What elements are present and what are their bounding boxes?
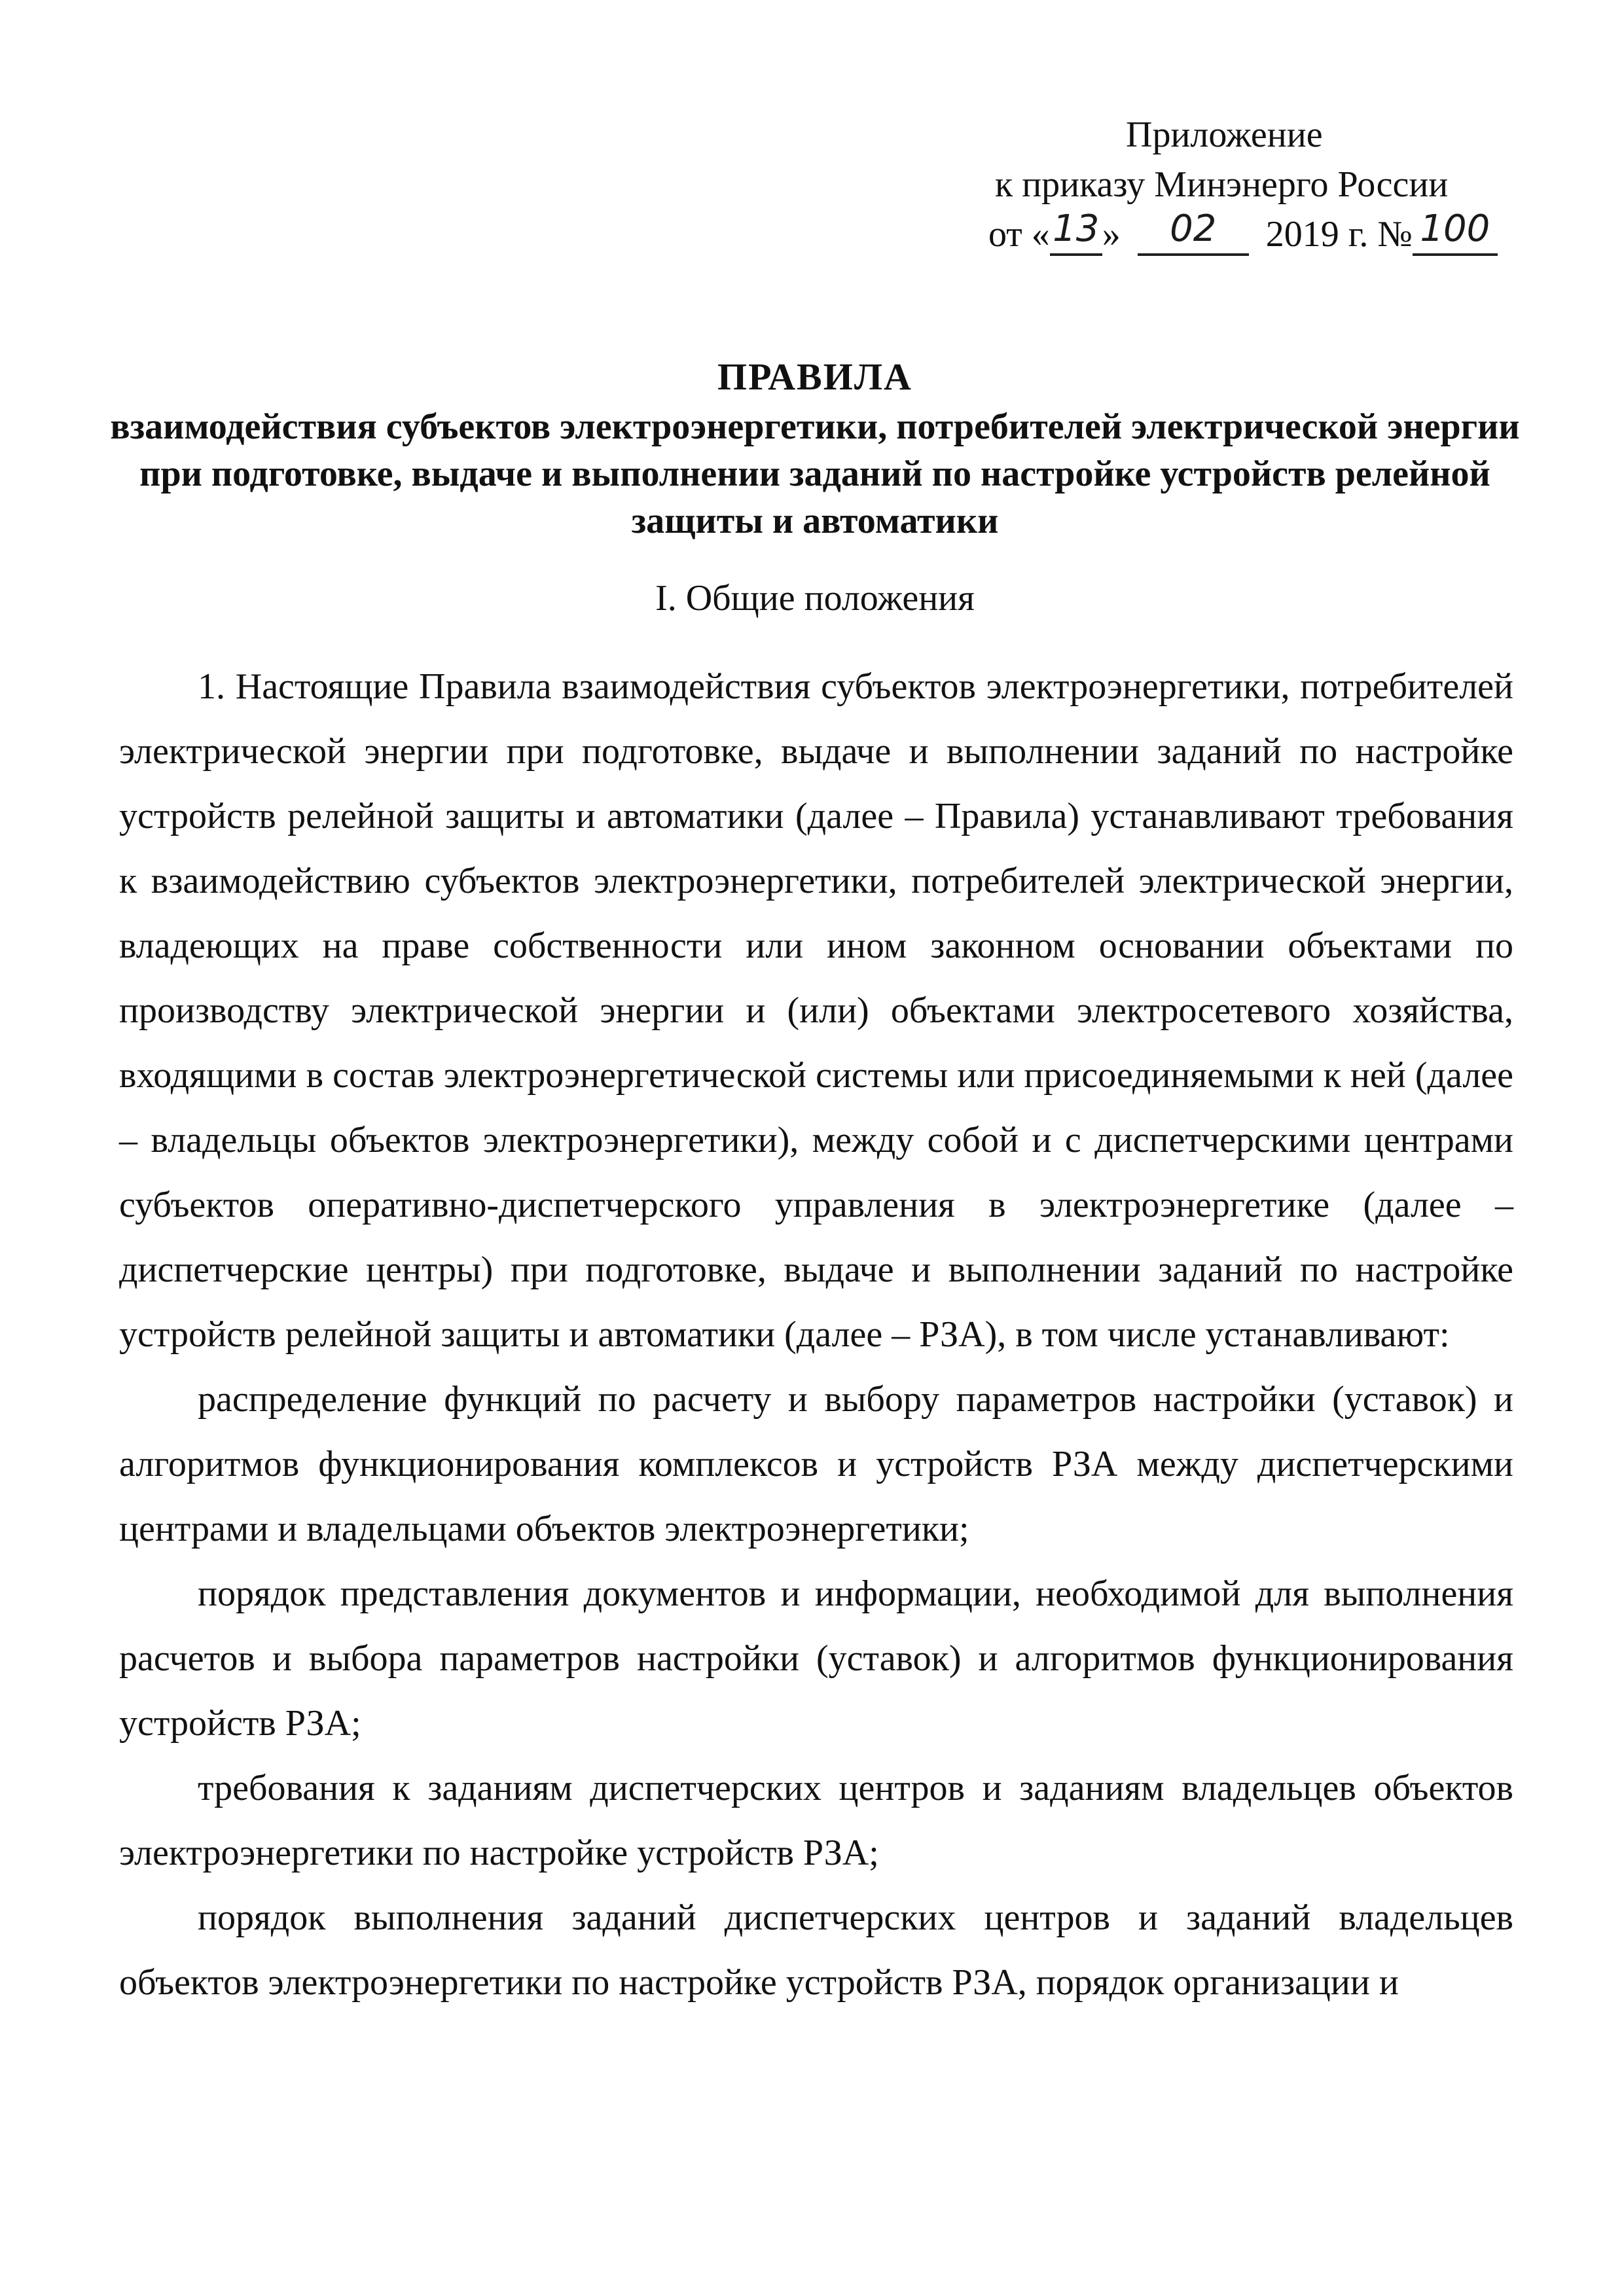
handwritten-day: 13 (1050, 215, 1102, 256)
date-mid: » (1102, 214, 1121, 255)
document-title (105, 353, 1525, 545)
title-main: ПРАВИЛА (717, 355, 912, 398)
appendix-date-line (988, 209, 1512, 259)
appendix-block (988, 110, 1519, 259)
paragraph: порядок выполнения заданий диспетчерских центров и заданий владельцев объектов электроэнергетики по настройке устройств РЗА, порядок организации и (119, 1897, 1513, 2003)
paragraph: распределение функций по расчету и выбору параметров настройки (уставок) и алгоритмов функционирования комплексов и устройств РЗА между диспетчерскими центрами и владельцами объектов электроэнергетики; (119, 1379, 1513, 1549)
paragraph: порядок представления документов и информации, необходимой для выполнения расчетов и выбора параметров настройки (уставок) и алгоритмов функционирования устройств РЗА; (119, 1573, 1513, 1744)
handwritten-order-number: 100 (1413, 215, 1498, 256)
appendix-order-ref: к приказу Минэнерго России (995, 164, 1449, 205)
body-text (119, 655, 1513, 2015)
section-heading: I. Общие положения (655, 578, 975, 619)
paragraph: требования к заданиям диспетчерских центров и заданиям владельцев объектов электроэнергетики по настройке устройств РЗА; (119, 1768, 1513, 1873)
paragraph: 1. Настоящие Правила взаимодействия субъектов электроэнергетики, потребителей электрической энергии при подготовке, выдаче и выполнении заданий по настройке устройств релейной защиты и автоматики (далее – Правила) устанавливают требования к взаимодействию субъектов электроэнергетики, потребителей электрической энергии, владеющих на праве собственности или ином законном основании объектами по производству электрической энергии и (или) объектами электросетевого хозяйства, входящими в состав электроэнергетической системы или присоединяемыми к ней (далее – владельцы объектов электроэнергетики), между собой и с диспетчерскими центрами субъектов оперативно-диспетчерского управления в электроэнергетике (далее – диспетчерские центры) при подготовке, выдаче и выполнении заданий по настройке устройств релейной защиты и автоматики (далее – РЗА), в том числе устанавливают: (119, 666, 1513, 1355)
appendix-heading: Приложение (1126, 115, 1323, 155)
year-and-number-label: 2019 г. № (1265, 214, 1413, 255)
date-prefix: от « (988, 214, 1050, 255)
title-subtitle: взаимодействия субъектов электроэнергетики, потребителей электрической энергии при подготовке, выдаче и выполнении заданий по настройке устройств релейной защиты и автоматики (110, 406, 1520, 541)
handwritten-month: 02 (1138, 215, 1249, 256)
